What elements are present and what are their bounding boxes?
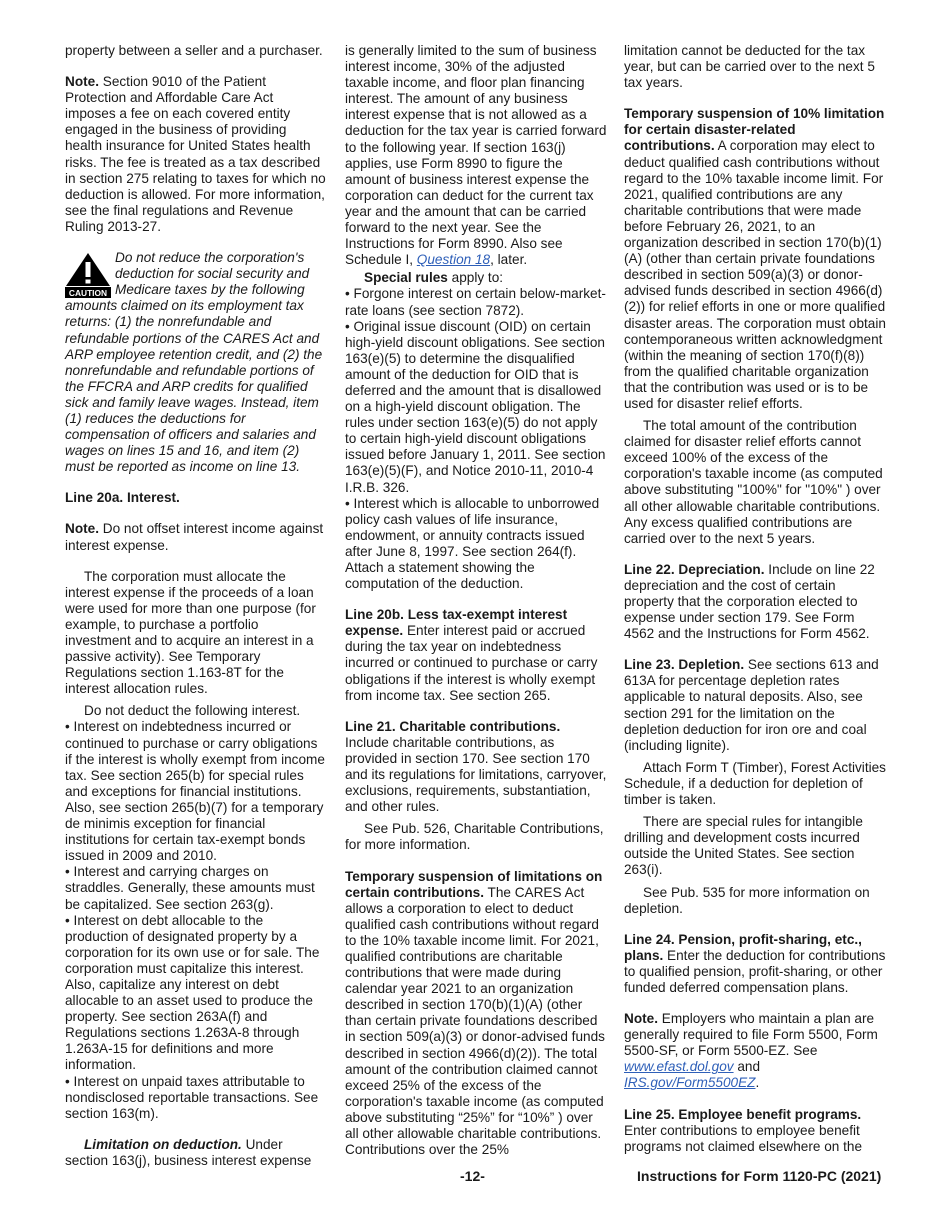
efast-link[interactable]: www.efast.dol.gov: [624, 1059, 734, 1075]
line-24-paragraph: Line 24. Pension, profit-sharing, etc., plans. Enter the deduction for contributions to qualified pension, profit-sharing, or other funded deferred compensation plans.: [624, 931, 886, 995]
line-22-paragraph: Line 22. Depreciation. Include on line 22 depreciation and the cost of certain property that the corporation elected to expense under section 179. See Form 4562 and the Instructions for Form 4562.: [624, 561, 875, 642]
caution-label: CAUTION: [68, 288, 108, 299]
caution-box: [65, 250, 327, 475]
note-paragraph: Note. Employers who maintain a plan are generally required to file Form 5500, Form 5500-SF, or Form 5500-EZ. See www.efast.dol.gov and IRS.gov/Form5500EZ.: [624, 1011, 878, 1091]
paragraph: limitation cannot be deducted for the tax year, but can be carried over to the next 5 tax years.: [624, 43, 875, 91]
form5500ez-link[interactable]: IRS.gov/Form5500EZ: [624, 1075, 756, 1091]
note-text: Section 9010 of the Patient Protection and Affordable Care Act imposes a fee on each covered entity engaged in the business of providing health insurance for United States health risks. The fee is treated as a tax described in section 275 relating to taxes for which no deduction is allowed. For more information, see the final regulations and Revenue Ruling 2013-27.: [65, 74, 326, 234]
disaster-suspension-paragraph: Temporary suspension of 10% limitation for certain disaster-related contributions. A corporation may elect to deduct qualified cash contributions without regard to the 10% taxable income limit. For 2021, qualified contributions are any charitable contributions that were made before February 26, 2021, to an organization described in section 170(b)(1)(A) (other than certain private foundations described in section 509(a)(3) or donor-advised funds described in section 4966(d)(2)) for relief efforts in one or more qualified disaster areas. The corporation must obtain contemporaneous written acknowledgment (within the meaning of section 170(f)(8)) from the qualified charitable organization that the contribution was used or is to be used for disaster relief efforts.: [624, 106, 886, 411]
note-paragraph: [65, 521, 327, 553]
note-label: Note.: [65, 74, 99, 90]
note-text: Do not offset interest income against interest expense.: [65, 521, 324, 553]
paragraph: Limitation on deduction. Under section 163(j), business interest expense: [65, 1136, 312, 1168]
bullet-item: • Forgone interest on certain below-market-rate loans (see section 7872).: [345, 286, 607, 318]
paragraph: There are special rules for intangible drilling and development costs incurred outside the United States. See section 263(i).: [624, 814, 863, 878]
form-title: Instructions for Form 1120-PC (2021): [637, 1168, 882, 1184]
paragraph: See Pub. 526, Charitable Contributions, for more information.: [345, 821, 604, 853]
bullet-item: • Interest on indebtedness incurred or continued to purchase or carry obligations if the interest is wholly exempt from income tax. See section 265(b) for special rules and exceptions for financial institutions. Also, see section 265(b)(7) for a temporary de minimis exception for financial institutions for certain tax-exempt bonds issued in 2009 and 2010.: [65, 719, 327, 864]
temporary-suspension-paragraph: Temporary suspension of limitations on certain contributions. The CARES Act allows a corporation to elect to deduct qualified cash contributions without regard to the 10% taxable income limit. For 2021, qualified contributions are charitable contributions that were made during calendar year 2021 to an organization described in section 170(b)(1)(A) (other than certain private foundations described in section 509(a)(3) or donor-advised funds described in section 4966(d)(2)). The total amount of the contribution claimed cannot exceed 25% of the excess of the corporation's taxable income (as computed above substituting “25%” for “10%” ) over all other allowable charitable contributions. Contributions over the 25%: [345, 868, 605, 1158]
note-label: Note.: [624, 1011, 658, 1027]
bullet-item: • Interest which is allocable to unborrowed policy cash values of life insurance, endowment, or annuity contracts issued after June 8, 1997. See section 264(f). Attach a statement showing the computation of the deduction.: [345, 496, 607, 593]
line-21-paragraph: Line 21. Charitable contributions. Include charitable contributions, as provided in section 170. See section 170 and its regulations for limitations, carryover, exclusions, requirements, substantiation, and other rules.: [345, 718, 607, 815]
bullet-item: • Interest on debt allocable to the production of designated property by a corporation for its own use or for sale. The corporation must capitalize this interest. Also, capitalize any interest on debt allocable to an asset used to produce the property. See section 263A(f) and Regulations sections 1.263A-8 through 1.263A-15 for definitions and more information.: [65, 913, 327, 1074]
column-3: [624, 43, 886, 1161]
page-number: -12-: [460, 1168, 485, 1184]
caution-text: Do not reduce the corporation's deduction for social security and Medicare taxes by the following amounts claimed on its employment tax returns: (1) the nonrefundable and refundable portions of the CARES Act and ARP employee retention credit, and (2) the nonrefundable and refundable portions of the FFCRA and ARP credits for qualified sick and family leave wages. Instead, item (1) reduces the deductions for compensation of officers and salaries and wages on lines 15 and 16, and item (2) must be reported as income on line 13.: [65, 250, 323, 475]
run-in-heading: Limitation on deduction.: [84, 1136, 242, 1152]
question-18-link[interactable]: Question 18: [416, 252, 491, 268]
bullet-item: • Interest on unpaid taxes attributable to nondisclosed reportable transactions. See section 163(m).: [65, 1074, 327, 1122]
paragraph: Do not deduct the following interest.: [84, 703, 301, 719]
caution-icon: [65, 252, 111, 298]
note-paragraph: [65, 74, 327, 235]
paragraph: is generally limited to the sum of business interest income, 30% of the adjusted taxable income, and floor plan financing interest. The amount of any business interest expense that is not allowed as a deduction for the tax year is carried forward to the following year. If section 163(j) applies, use Form 8990 to figure the amount of business interest expense the corporation can deduct for the current tax year and the amount that can be carried forward to the next year. See the Instructions for Form 8990. Also see Schedule I, Question 18, later.: [345, 43, 607, 268]
line-23-paragraph: Line 23. Depletion. See sections 613 and 613A for percentage depletion rates applicable to natural deposits. Also, see section 291 for the limitation on the depletion deduction for iron ore and coal (including lignite).: [624, 657, 879, 753]
section-heading-line-20a: Line 20a. Interest.: [65, 490, 180, 506]
bullet-item: • Interest and carrying charges on straddles. Generally, these amounts must be capitalized. See section 263(g).: [65, 864, 327, 912]
paragraph: property between a seller and a purchaser.: [65, 43, 323, 58]
line-20b-paragraph: Line 20b. Less tax-exempt interest expense. Enter interest paid or accrued during the tax year on indebtedness incurred or continued to purchase or carry obligations if the interest is wholly exempt from income tax. See section 265.: [345, 607, 598, 703]
column-2: [345, 43, 607, 1164]
paragraph: The corporation must allocate the interest expense if the proceeds of a loan were used for more than one purpose (for example, to purchase a portfolio investment and to acquire an interest in a passive activity). See Temporary Regulations section 1.163-8T for the interest allocation rules.: [65, 568, 316, 697]
paragraph: See Pub. 535 for more information on depletion.: [624, 884, 870, 916]
bullet-item: • Original issue discount (OID) on certain high-yield discount obligations. See section 163(e)(5) to determine the disqualified amount of the deduction for OID that is deferred and the amount that is disallowed on a high-yield discount obligation. The rules under section 163(e)(5) do not apply to certain high-yield discount obligations issued before January 1, 2011. See section 163(e)(5)(F), and Notice 2010-11, 2010-4 I.R.B. 326.: [345, 319, 607, 496]
column-1: [65, 43, 327, 1175]
paragraph: The total amount of the contribution claimed for disaster relief efforts cannot exceed 100% of the excess of the corporation's taxable income (as computed above substituting "100%" for "10%" ) over all other allowable charitable contributions. Any excess qualified contributions are carried over to the next 5 years.: [624, 418, 883, 546]
paragraph: Attach Form T (Timber), Forest Activities Schedule, if a deduction for depletion of timber is taken.: [624, 759, 886, 808]
paragraph: Special rules apply to:: [364, 270, 504, 286]
note-label: Note.: [65, 521, 99, 537]
line-25-paragraph: Line 25. Employee benefit programs. Enter contributions to employee benefit programs not claimed elsewhere on the: [624, 1106, 863, 1154]
